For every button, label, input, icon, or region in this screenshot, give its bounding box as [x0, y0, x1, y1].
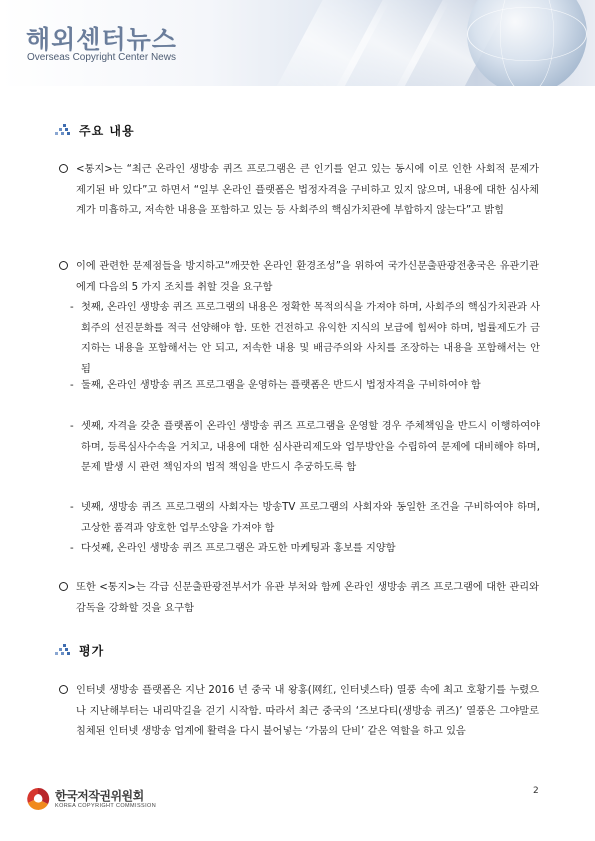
- circle-bullet-icon: [59, 685, 68, 694]
- dash-marker: -: [70, 421, 74, 432]
- section-title: 주요 내용: [79, 123, 135, 138]
- section-dots-icon: [55, 124, 71, 136]
- sub-item: [70, 298, 540, 380]
- dash-marker: -: [70, 302, 74, 313]
- section-title: 평가: [79, 643, 105, 658]
- circle-bullet-icon: [59, 261, 68, 270]
- section-dots-icon: [55, 644, 71, 656]
- dash-marker: -: [70, 502, 74, 513]
- dash-marker: -: [70, 543, 74, 554]
- sub-item-text: 첫째, 온라인 생방송 퀴즈 프로그램의 내용은 정확한 목적의식을 가져야 하며, 사회주의 핵심가치관과 사회주의 선진문화를 적극 선양해야 함. 또한 건전하고 유익한 지식의 보급에 힘써야 하며, 법률제도가 금지하는 내용을 포함해서는 안 되고, 저속한 내용 및 배금주의와 사치를 조장하는 내용을 포함해서는 안 됨: [81, 302, 540, 375]
- bullet-item: [59, 578, 539, 619]
- organization-name: 한국저작권위원회: [55, 789, 144, 803]
- section-heading-summary: [55, 121, 135, 139]
- sub-item-text: 셋째, 자격을 갖춘 플랫폼이 온라인 생방송 퀴즈 프로그램을 운영할 경우 주체책임을 반드시 이행하여야 하며, 등록심사수속을 거치고, 내용에 대한 심사관리제도와 업무방안을 수립하여 문제에 대비해야 하며, 문제 발생 시 관련 책임자의 법적 책임을 반드시 추궁하도록 함: [81, 421, 540, 473]
- sub-item-text: 넷째, 생방송 퀴즈 프로그램의 사회자는 방송TV 프로그램의 사회자와 동일한 조건을 구비하여야 하며, 고상한 품격과 양호한 업무소양을 가져야 함: [81, 502, 540, 534]
- newsletter-subtitle: Overseas Copyright Center News: [27, 52, 176, 63]
- section-heading-evaluation: [55, 641, 104, 659]
- bullet-item: [59, 257, 539, 298]
- bullet-item: [59, 160, 539, 222]
- organization-logo: [25, 786, 156, 812]
- bullet-text: <통지>는 “최근 온라인 생방송 퀴즈 프로그램은 큰 인기를 얻고 있는 동시에 이로 인한 사회적 문제가 제기된 바 있다”고 하면서 “일부 온라인 플랫폼은 법정자격을 구비하고 있지 않으며, 내용에 대한 심사체계가 미흡하고, 저속한 내용을 포함하고 있는 등 사회주의 핵심가치관에 부합하지 않는다”고 밝힘: [76, 164, 539, 216]
- page-number: 2: [533, 786, 539, 796]
- organization-name-en: KOREA COPYRIGHT COMMISSION: [55, 803, 157, 809]
- sub-item: [70, 376, 540, 397]
- sub-item-text: 다섯째, 온라인 생방송 퀴즈 프로그램은 과도한 마케팅과 홍보를 지양함: [81, 543, 396, 554]
- newsletter-title: 해외센터뉴스: [26, 25, 177, 54]
- header-banner: [0, 0, 595, 86]
- sub-item: [70, 498, 540, 539]
- sub-item: [70, 539, 540, 560]
- sub-item-text: 둘째, 온라인 생방송 퀴즈 프로그램을 운영하는 플랫폼은 반드시 법정자격을 구비하여야 함: [81, 380, 481, 391]
- bullet-text: 이에 관련한 문제점들을 방지하고“깨끗한 온라인 환경조성”을 위하여 국가신문출판광전총국은 유관기관에게 다음의 5 가지 조치를 취할 것을 요구함: [76, 261, 539, 293]
- circle-bullet-icon: [59, 164, 68, 173]
- commission-emblem-icon: [25, 786, 51, 812]
- dash-marker: -: [70, 380, 74, 391]
- bullet-item: [59, 681, 539, 743]
- circle-bullet-icon: [59, 582, 68, 591]
- sub-item: [70, 417, 540, 479]
- bullet-text: 인터넷 생방송 플랫폼은 지난 2016 년 중국 내 왕홍(网红, 인터넷스타) 열풍 속에 최고 호황기를 누렸으나 지난해부터는 내리막길을 걷기 시작함. 따라서 최근 중국의 ‘즈보다티(생방송 퀴즈)’ 열풍은 그야말로 침체된 인터넷 생방송 업계에 활력을 다시 불어넣는 ‘가뭄의 단비’ 같은 역할을 하고 있음: [76, 685, 539, 737]
- bullet-text: 또한 <통지>는 각급 신문출판광전부서가 유관 부처와 함께 온라인 생방송 퀴즈 프로그램에 대한 관리와 감독을 강화할 것을 요구함: [76, 582, 539, 614]
- globe-grid: [500, 0, 554, 86]
